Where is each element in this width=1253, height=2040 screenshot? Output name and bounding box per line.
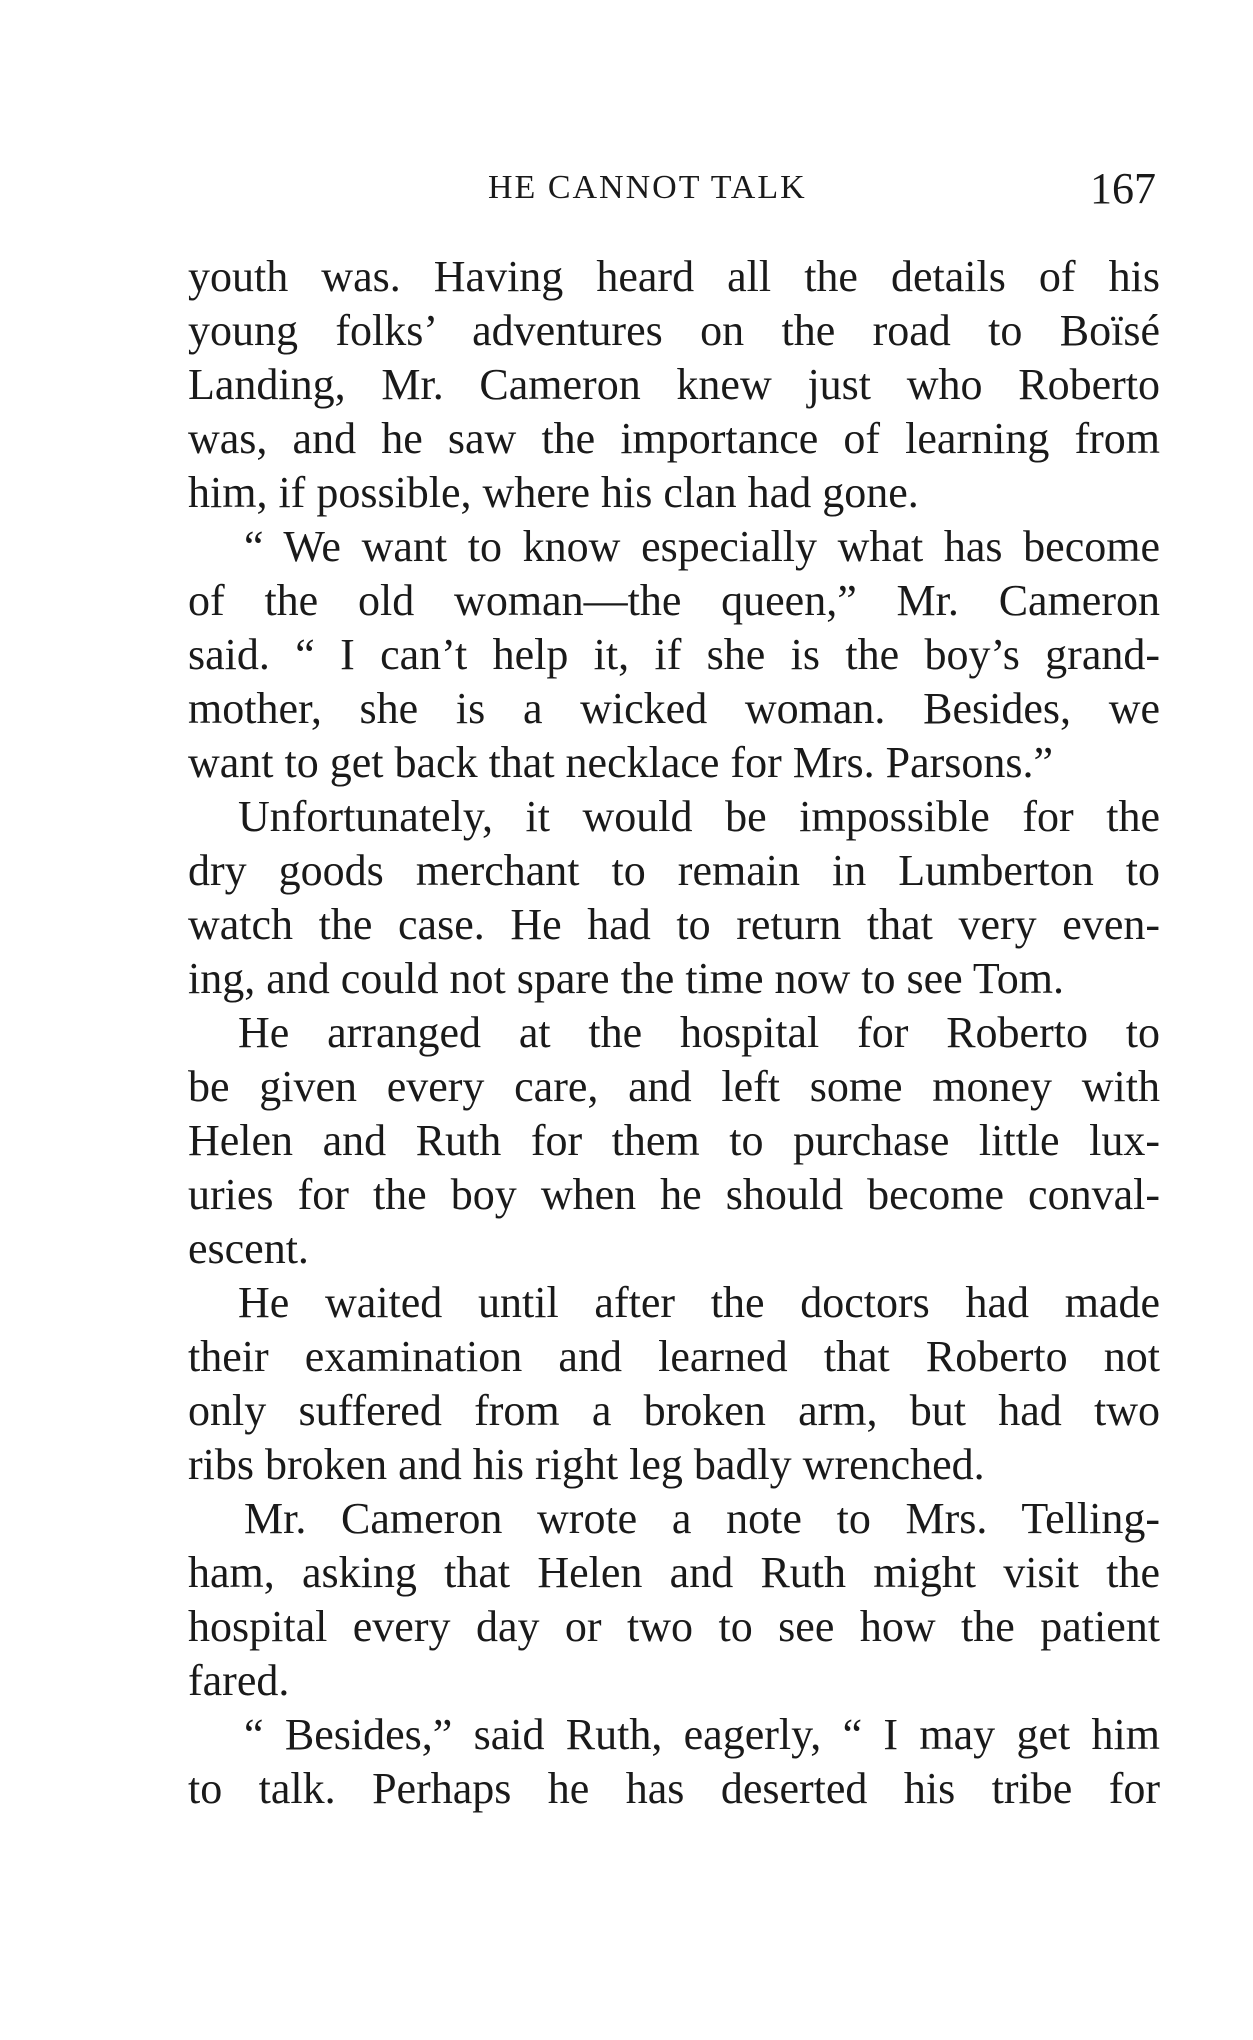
text-line: He arranged at the hospital for Roberto to (238, 1008, 1160, 1057)
text-line: of the old woman—the queen,” Mr. Cameron (188, 576, 1160, 625)
text-line: Landing, Mr. Cameron knew just who Roberto (188, 360, 1160, 409)
text-line: ing, and could not spare the time now to see Tom. (188, 954, 1064, 1003)
text-line: hospital every day or two to see how the patient (188, 1602, 1160, 1651)
text-line: young folks’ adventures on the road to Boïsé (188, 306, 1160, 355)
text-line: mother, she is a wicked woman. Besides, we (188, 684, 1160, 733)
text-line: their examination and learned that Roberto not (188, 1332, 1160, 1381)
running-head (0, 164, 1253, 218)
text-line: him, if possible, where his clan had gone. (188, 468, 919, 517)
text-line: “ We want to know especially what has become (244, 522, 1160, 571)
body-text (188, 250, 1160, 1816)
text-line: escent. (188, 1224, 309, 1273)
text-line: Mr. Cameron wrote a note to Mrs. Telling- (244, 1494, 1160, 1543)
text-line: only suffered from a broken arm, but had two (188, 1386, 1160, 1435)
text-line: be given every care, and left some money with (188, 1062, 1160, 1111)
text-line: was, and he saw the importance of learning from (188, 414, 1160, 463)
text-line: Unfortunately, it would be impossible for the (238, 792, 1160, 841)
text-line: He waited until after the doctors had made (238, 1278, 1160, 1327)
text-line: “ Besides,” said Ruth, eagerly, “ I may get him (244, 1710, 1160, 1759)
text-line: to talk. Perhaps he has deserted his tribe for (188, 1764, 1160, 1813)
text-line: ham, asking that Helen and Ruth might visit the (188, 1548, 1160, 1597)
text-line: want to get back that necklace for Mrs. Parsons.” (188, 738, 1054, 787)
text-line: said. “ I can’t help it, if she is the boy’s grand- (188, 630, 1160, 679)
text-line: dry goods merchant to remain in Lumberton to (188, 846, 1160, 895)
page-number: 167 (1090, 164, 1156, 213)
text-line: watch the case. He had to return that very even- (188, 900, 1160, 949)
running-title: HE CANNOT TALK (488, 169, 807, 206)
text-line: youth was. Having heard all the details of his (188, 252, 1160, 301)
text-line: uries for the boy when he should become conval- (188, 1170, 1160, 1219)
text-line: fared. (188, 1656, 290, 1705)
text-line: ribs broken and his right leg badly wrenched. (188, 1440, 985, 1489)
text-line: Helen and Ruth for them to purchase little lux- (188, 1116, 1160, 1165)
